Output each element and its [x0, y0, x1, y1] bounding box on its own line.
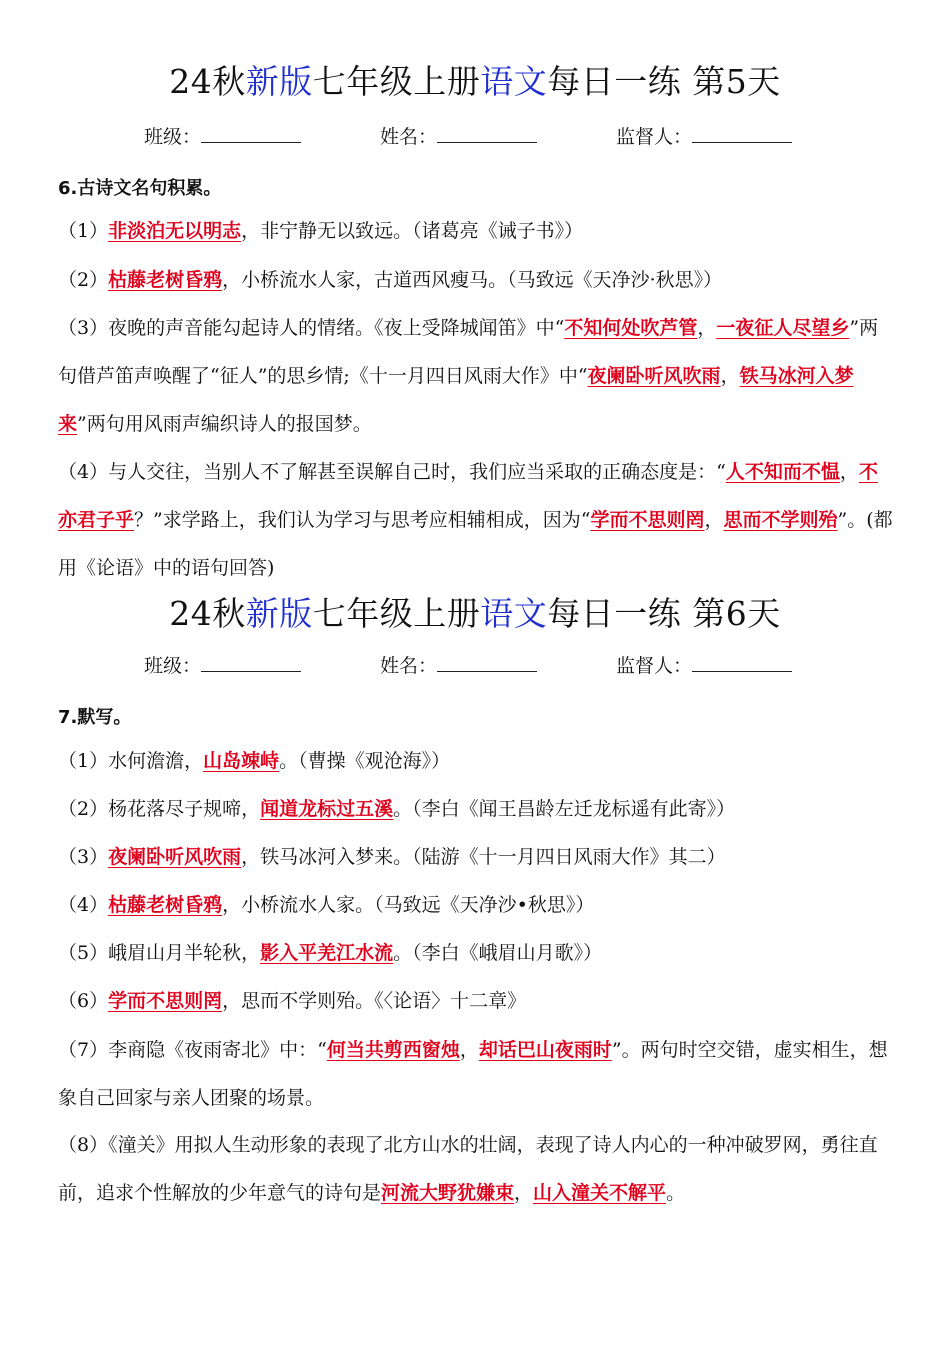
name-field: 姓名： — [380, 124, 616, 150]
day6-q3: （3）夜阑卧听风吹雨，铁马冰河入梦来。（陆游《十一月四日风雨大作》其二） — [58, 846, 726, 868]
day6-q7: （7）李商隐《夜雨寄北》中：“何当共剪西窗烛，却话巴山夜雨时”。两句时空交错，虚实相生，想象自己回家与亲人团聚的场景。 — [58, 1039, 888, 1109]
day5-q4: （4）与人交往，当别人不了解甚至误解自己时，我们应当采取的正确态度是：“人不知而不愠，不亦君子乎？”求学路上，我们认为学习与思考应相辅相成，因为“学而不思则罔，思而不学则殆”。(都用《论语》中的语句回答) — [58, 461, 893, 579]
name-blank[interactable] — [437, 653, 537, 672]
class-field: 班级： — [144, 124, 380, 150]
answer: 山岛竦峙 — [203, 750, 280, 772]
day6-info-row — [144, 653, 792, 679]
answer: 思而不学则殆 — [723, 509, 838, 531]
answer: 学而不思则罔 — [590, 509, 705, 531]
answer: 河流大野犹嫌束 — [381, 1182, 515, 1204]
day5-section-heading: 6.古诗文名句积累。 — [58, 178, 222, 199]
day5-title: 24秋新版七年级上册语文每日一练 第5天 — [169, 62, 781, 101]
day5-q1: （1）非淡泊无以明志，非宁静无以致远。（诸葛亮《诫子书》） — [58, 220, 584, 242]
answer: 非淡泊无以明志 — [108, 220, 242, 242]
day6-q5: （5）峨眉山月半轮秋，影入平羌江水流。（李白《峨眉山月歌》） — [58, 942, 603, 964]
day6-title: 24秋新版七年级上册语文每日一练 第6天 — [169, 594, 781, 633]
answer: 不亦君子乎 — [58, 461, 878, 531]
supervisor-blank[interactable] — [692, 653, 792, 672]
day5-info-row — [144, 124, 792, 150]
answer: 枯藤老树昏鸦 — [108, 269, 223, 291]
name-blank[interactable] — [437, 124, 537, 143]
answer: 山入潼关不解平 — [533, 1182, 667, 1204]
day5-q2: （2）枯藤老树昏鸦，小桥流水人家，古道西风瘦马。（马致远《天净沙·秋思》） — [58, 269, 723, 291]
class-blank[interactable] — [201, 653, 301, 672]
day6-q8: （8）《潼关》用拟人生动形象的表现了北方山水的壮阔，表现了诗人内心的一种冲破罗网，勇往直前，追求个性解放的少年意气的诗句是河流大野犹嫌束，山入潼关不解平。 — [58, 1134, 878, 1204]
answer: 枯藤老树昏鸦 — [108, 894, 223, 916]
answer: 学而不思则罔 — [108, 990, 223, 1012]
name-field: 姓名： — [380, 653, 616, 679]
answer: 影入平羌江水流 — [260, 942, 394, 964]
class-blank[interactable] — [201, 124, 301, 143]
supervisor-blank[interactable] — [692, 124, 792, 143]
day6-q6: （6）学而不思则罔，思而不学则殆。《〈论语〉十二章》 — [58, 990, 527, 1012]
answer: 夜阑卧听风吹雨 — [108, 846, 242, 868]
supervisor-field: 监督人： — [616, 653, 792, 679]
day5-q3: （3）夜晚的声音能勾起诗人的情绪。《夜上受降城闻笛》中“不知何处吹芦管，一夜征人尽望乡”两句借芦笛声唤醒了“征人”的思乡情;《十一月四日风雨大作》中“夜阑卧听风吹雨，铁马冰河入梦来”两句用风雨声编织诗人的报国梦。 — [58, 317, 879, 435]
answer: 人不知而不愠 — [725, 461, 840, 483]
day6-q1: （1）水何澹澹，山岛竦峙。（曹操《观沧海》） — [58, 750, 451, 772]
day6-section-heading: 7.默写。 — [58, 707, 132, 728]
answer: 不知何处吹芦管 — [564, 317, 698, 339]
answer: 何当共剪西窗烛 — [326, 1039, 460, 1061]
answer: 闻道龙标过五溪 — [260, 798, 394, 820]
supervisor-field: 监督人： — [616, 124, 792, 150]
answer: 一夜征人尽望乡 — [716, 317, 850, 339]
answer: 却话巴山夜雨时 — [478, 1039, 612, 1061]
answer: 夜阑卧听风吹雨 — [587, 365, 721, 387]
answer: 铁马冰河入梦来 — [58, 365, 854, 435]
class-field: 班级： — [144, 653, 380, 679]
day6-q4: （4）枯藤老树昏鸦，小桥流水人家。（马致远《天净沙•秋思》） — [58, 894, 595, 916]
day6-q2: （2）杨花落尽子规啼，闻道龙标过五溪。（李白《闻王昌龄左迁龙标遥有此寄》） — [58, 798, 736, 820]
